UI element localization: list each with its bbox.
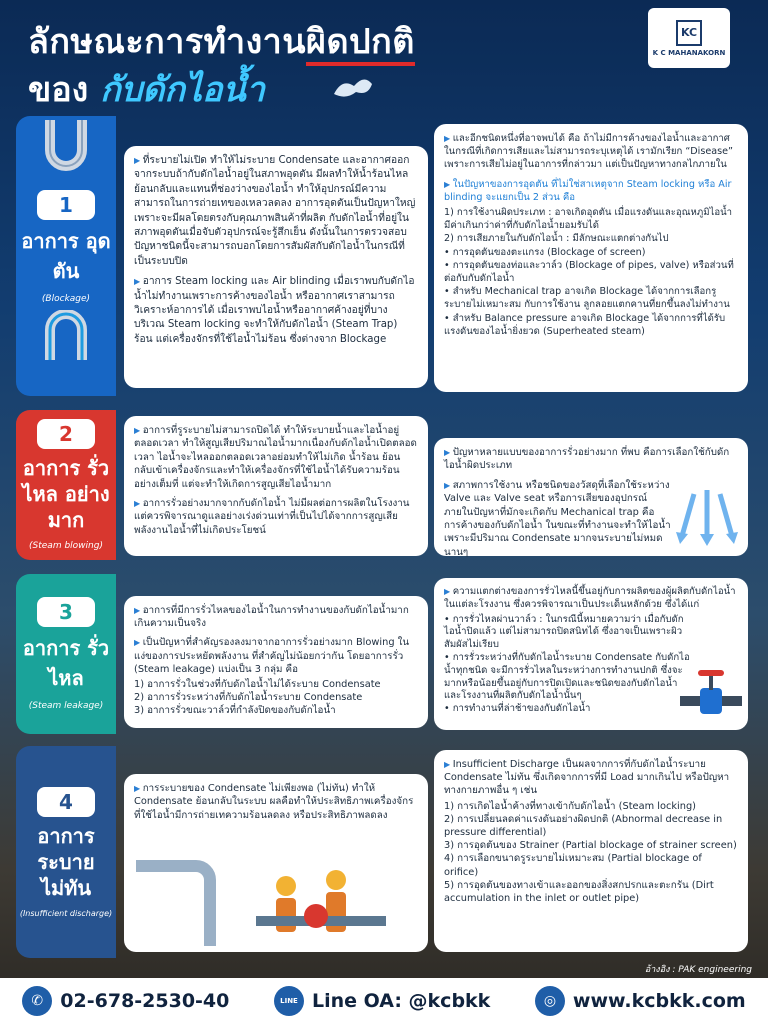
- section-2-subtitle: (Steam blowing): [29, 541, 103, 551]
- section-3-left-l3: 3) อาการรั่วขณะวาล์วที่กำลังปิดของกับดักไอน้ำ: [134, 705, 336, 717]
- section-1-side: [16, 116, 116, 396]
- title-line-2-b: กับดักไอน้ำ: [100, 70, 265, 110]
- section-3-subtitle: (Steam leakage): [28, 701, 104, 711]
- steam-icon: [330, 70, 376, 104]
- line-icon: LINE: [274, 986, 304, 1016]
- logo-text: K C MAHANAKORN: [652, 48, 726, 57]
- section-1-right-card: [434, 124, 748, 392]
- section-steam-leakage: [16, 574, 752, 734]
- section-3-left-p1: ▶ อาการที่มีการรั่วไหลของไอน้ำในการทำงานของกับดักไอน้ำมากเกินความเป็นจริง: [134, 604, 418, 630]
- section-2-right-p1: ▶ ปัญหาหลายแบบของอาการรั่วอย่างมาก ที่พบ คือการเลือกใช้กับดักไอน้ำผิดประเภท: [444, 446, 738, 473]
- section-1-number: 1: [37, 190, 95, 220]
- section-3-side: [16, 574, 116, 734]
- section-2-left-p1: ▶ อาการที่รูระบายไม่สามารถปิดได้ ทำให้ระบายน้ำและไอน้ำอยู่ตลอดเวลา ทำให้สูญเสียปริมาณไอน้ำมากเนื่องกับดักไอน้ำเปิดตลอดเวลา ไอน้ำจะไหลออกตลอดเวลาอย่อมทำให้ไม่เกิด น้ำร้อน ย้อนกลับเข้าเครื่องจักรและทำให้เครื่องจักรที่ใช้ไอน้ำได้รับความร้อนอย่างเต็มที่ แต่จะทำให้เกิดการสูญเสียไอน้ำมาก: [134, 424, 418, 491]
- section-4-left-card: [124, 774, 428, 952]
- section-3-right-l3: • การทำงานที่ล่าช้าของกับดักไอน้ำ: [444, 703, 591, 715]
- section-3-right-l2: • การรั่วระหว่างที่กับดักไอน้ำระบาย Condensate กับดักไอน้ำทุกชนิด จะมีการรั่วไหลในระหว่างการทำงานปกติ ซึ่งจะมากหรือน้อยขึ้นอยู่กับการปิดเปิดและชนิดของกับดักไอน้ำ และโรงงานที่ผลิตกับดักไอน้ำนั้นๆ: [444, 651, 690, 702]
- title-line-2-a: ของ: [28, 70, 89, 110]
- section-1-right-p2: ▶ ในปัญหาของการอุดตัน ที่ไม่ใช่สาเหตุจาก Steam locking หรือ Air blinding จะแยกเป็น 2 ส่วน คือ: [444, 178, 738, 204]
- section-3-right-p1: ▶ ความแตกต่างของการรั่วไหลนี้ขึ้นอยู่กับการผลิตของผู้ผลิตกับดักไอน้ำในแต่ละโรงงาน ซึ่งควรพิจารณาเป็นประเด็นหลักด้วย ซึ่งได้แก่: [444, 586, 738, 612]
- section-1-left-p2: ▶ อาการ Steam locking และ Air blinding เมื่อเราพบกับดักไอน้ำไม่ทำงานเพราะการค้างของไอน้ำ หรืออากาศเราสามารถวิเคราะห์อาการได้ เมื่อเราพบไอน้ำหรืออากาศค้างอยู่ที่บางบริเวณ Steam locking จะทำให้กับดักไอน้ำ (Steam Trap) ร้อน แต่เครื่องจักรที่ใช้ไอน้ำไม่ร้อน ซึ่งต่างจาก Blockage: [134, 275, 418, 347]
- steam-arrows-icon: [672, 490, 742, 550]
- footer-line[interactable]: [274, 986, 490, 1016]
- section-1-title: อาการ อุดตัน: [21, 229, 111, 283]
- phone-icon: ✆: [22, 986, 52, 1016]
- section-blockage: [16, 116, 752, 396]
- section-4-right-l1: 1) การเกิดไอน้ำค้างที่ทางเข้ากับดักไอน้ำ (Steam locking): [444, 800, 696, 812]
- globe-icon: ◎: [535, 986, 565, 1016]
- section-4-title: อาการ ระบาย ไม่ทัน: [37, 823, 95, 900]
- section-4-right-card: [434, 750, 748, 952]
- section-insufficient-discharge: [16, 746, 752, 958]
- section-1-right-l2: 2) การเสียภายในกับดักไอน้ำ : มีลักษณะแตกต่างกันไป: [444, 233, 669, 245]
- footer-phone-text: 02-678-2530-40: [60, 990, 230, 1012]
- section-1-right-l4: • การอุดตันของท่อและวาล์ว (Blockage of pipes, valve) หรือส่วนที่ต่อกับกับดักไอน้ำ: [444, 259, 734, 285]
- workers-illustration: [136, 846, 416, 946]
- section-4-right-l5: 5) การอุดตันของทางเข้าและออกของสิ่งสกปรกและตะกรัน (Dirt accumulation in the inlet or outlet pipe): [444, 879, 714, 905]
- section-4-right-l3: 3) การอุดตันของ Strainer (Partial blockage of strainer screen): [444, 840, 737, 852]
- footer-web-text: www.kcbkk.com: [572, 990, 746, 1012]
- source-credit: อ้างอิง : PAK engineering: [644, 965, 752, 975]
- section-4-side: [16, 746, 116, 958]
- section-4-right-p1: ▶ Insufficient Discharge เป็นผลจากการที่กับดักไอน้ำระบาย Condensate ไม่ทัน ซึ่งเกิดจากการที่มี Load มากเกินไป หรือปัญหาทางกายภาพอื่น ๆ เช่น: [444, 758, 738, 798]
- pipe-blockage-icon: [36, 310, 96, 360]
- title-line-1-b: ผิดปกติ: [306, 22, 415, 66]
- footer-web[interactable]: [535, 986, 746, 1016]
- footer-line-text: Line OA: @kcbkk: [311, 990, 491, 1012]
- section-3-right-card: [434, 578, 748, 730]
- section-4-subtitle: (Insufficient discharge): [19, 908, 113, 918]
- title-line-2: [28, 62, 265, 116]
- section-1-right-p1: ▶ และอีกชนิดหนึ่งที่อาจพบได้ คือ ถ้าไม่มีการค้างของไอน้ำและอากาศ ในกรณีที่เกิดการเสียและไม่สามารถระบุเหตุได้ เรามักเรียก “Disease” เพราะการเสียไม่อยู่ในอาการที่กล่าวมา แต่เป็นปัญหาทางกลไกภายใน: [444, 132, 738, 172]
- section-3-right-l1: • การรั่วไหลผ่านวาล์ว : ในกรณีนี้หมายความว่า เมื่อกับดักไอน้ำปิดแล้ว แต่ไม่สามารถปิดสนิทได้ ซึ่งอาจเป็นเพราะผิวสัมผัสไม่เรียบ: [444, 613, 684, 651]
- section-steam-blowing: [16, 410, 752, 560]
- section-2-number: 2: [37, 419, 95, 449]
- logo-mark: KC: [676, 20, 702, 46]
- section-3-left-p2: ▶ เป็นปัญหาที่สำคัญรองลงมาจากอาการรั่วอย่างมาก Blowing ในแง่ของการประหยัดพลังงาน ที่สำคัญไม่น้อยกว่ากัน โดยอาการรั่ว (Steam leakage) แบ่งเป็น 3 กลุ่ม คือ: [134, 636, 418, 676]
- header: [0, 0, 768, 112]
- section-2-left-card: [124, 416, 428, 556]
- section-2-title: อาการ รั่วไหล อย่างมาก: [22, 456, 110, 532]
- footer-phone[interactable]: [22, 986, 229, 1016]
- section-3-left-card: [124, 596, 428, 728]
- title-line-1-a: ลักษณะการทำงาน: [28, 22, 307, 62]
- section-4-left-p1: ▶ การระบายของ Condensate ไม่เพียงพอ (ไม่ทัน) ทำให้ Condensate ย้อนกลับในระบบ ผลคือทำให้ประสิทธิภาพเครื่องจักรที่ใช้ไอน้ำมีการถ่ายเทความร้อนลดลง หรือประสิทธิภาพลดลง: [134, 782, 418, 822]
- section-1-right-l5: • สำหรับ Mechanical trap อาจเกิด Blockage ได้จากการเลือกรูระบายไม่เหมาะสม กับการใช้งาน ลูกลอยแตกคานที่ยกขึ้นลงไม่ทำงาน: [444, 286, 730, 311]
- section-4-number: 4: [37, 787, 95, 817]
- logo: [648, 8, 730, 68]
- section-3-left-l2: 2) อาการรั่วระหว่างที่กับดักไอน้ำระบาย Condensate: [134, 692, 363, 704]
- u-pipe-icon: [36, 120, 96, 182]
- section-1-left-card: [124, 146, 428, 388]
- footer: [0, 978, 768, 1024]
- section-2-right-card: [434, 438, 748, 556]
- title-line-1: [28, 14, 415, 68]
- section-2-side: [16, 410, 116, 560]
- section-4-right-l2: 2) การเปลี่ยนลดค่าแรงดันอย่างผิดปกติ (Abnormal decrease in pressure differential): [444, 813, 723, 839]
- section-2-left-p2: ▶ อาการรั่วอย่างมากจากกับดักไอน้ำ ไม่มีผลต่อการผลิตในโรงงาน แต่ควรพิจารณาดูแลอย่างเร่งด่วนเท่าที่เป็นไปได้จากการสูญเสียพลังงานไอน้ำที่ไม่เกิดประโยชน์: [134, 497, 418, 537]
- section-1-right-l3: • การอุดตันของตะแกรง (Blockage of screen): [444, 246, 646, 258]
- section-1-right-l6: • สำหรับ Balance pressure อาจเกิด Blockage ได้จากการที่ได้รับแรงดันของไอน้ำยิ่งยวด (Superheated steam): [444, 312, 726, 337]
- section-1-right-l1: 1) การใช้งานผิดประเภท : อาจเกิดอุดตัน เมื่อแรงดันและอุณหภูมิไอน้ำมีค่าเกินกว่าค่าที่กับดักไอน้ำยอมรับได้: [444, 207, 733, 232]
- section-1-subtitle: (Blockage): [41, 294, 91, 304]
- section-3-title: อาการ รั่วไหล: [22, 636, 110, 690]
- valve-pipe-icon: [680, 670, 742, 720]
- section-2-right-p2: ▶ สภาพการใช้งาน หรือชนิดของวัสดุที่เลือกใช้ระหว่าง Valve และ Valve seat หรือการเสียของอุปกรณ์ภายในปัญหาที่มักจะเกิดกับ Mechanical trap คือ การค้างของกับดักไอน้ำ ในขณะที่ทำงานจะทำให้ไอน้ำเพราะมีปริมาณ Condensate มากจนระบายไม่หมดนานๆ: [444, 479, 674, 559]
- section-4-right-l4: 4) การเลือกขนาดรูระบายไม่เหมาะสม (Partial blockage of orifice): [444, 853, 702, 878]
- section-1-left-p1: ▶ ที่ระบายไม่เปิด ทำให้ไม่ระบาย Condensate และอากาศออกจากระบบถ้ากับดักไอน้ำอยู่ในสภาพอุดตัน มีผลทำให้น้ำร้อนไหลย้อนกลับและแทนที่ช่องว่างของไอน้ำ ทำให้อุปกรณ์มีความสามารถในการถ่ายเทของเหลวลดลง อาการอุดตันเป็นปัญหาใหญ่ เพราะจะมีผลโดยตรงกับคุณภาพสินค้าที่ผลิต กับดักไอน้ำที่อยู่ในสภาพอุดตันเมื่อจับตัวอุปกรณ์จะรู้สึกเย็น ดังนั้นในการตรวจสอบปัญหาชนิดนี้จะสามารถบอกโดยการสัมผัสกับดักไอน้ำในกรณีที่เป็นระบบปิด: [134, 154, 418, 269]
- section-3-number: 3: [37, 597, 95, 627]
- section-3-left-l1: 1) อาการรั่วในช่วงที่กับดักไอน้ำไม่ได้ระบาย Condensate: [134, 679, 381, 691]
